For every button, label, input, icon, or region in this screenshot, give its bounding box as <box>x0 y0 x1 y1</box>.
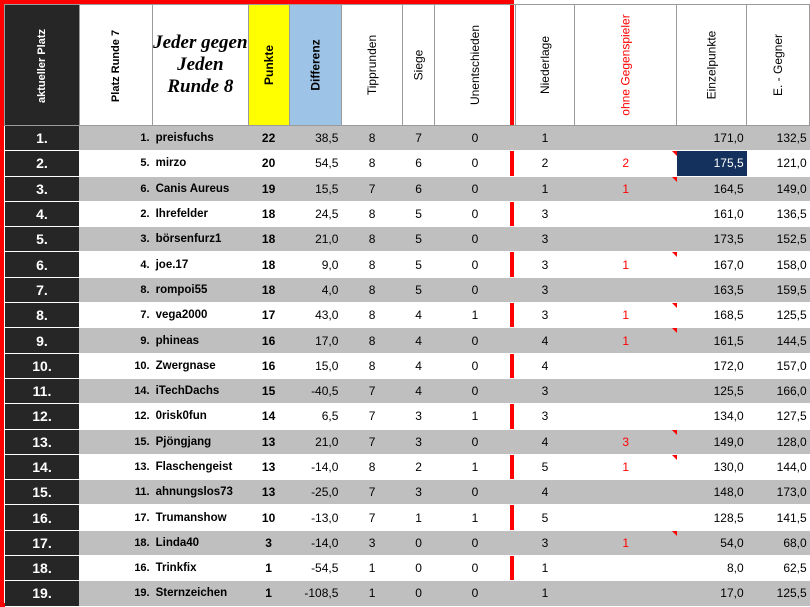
previous-rank-cell: 19. <box>79 581 152 606</box>
points-cell: 14 <box>248 404 289 429</box>
unentschieden-cell: 0 <box>434 176 515 201</box>
tipprunden-cell: 8 <box>341 227 402 252</box>
ohne-gegenspieler-cell <box>575 556 677 581</box>
einzelpunkte-cell: 125,5 <box>677 378 747 403</box>
header-einzelpunkte: Einzelpunkte <box>677 5 747 126</box>
niederlage-cell: 4 <box>515 429 574 454</box>
tipprunden-cell: 8 <box>341 252 402 277</box>
e-gegner-cell: 149,0 <box>747 176 810 201</box>
einzelpunkte-cell: 148,0 <box>677 480 747 505</box>
unentschieden-cell: 0 <box>434 353 515 378</box>
rank-cell: 18. <box>5 556 80 581</box>
player-name-cell: mirzo <box>153 151 248 176</box>
unentschieden-cell: 0 <box>434 277 515 302</box>
tipprunden-cell: 7 <box>341 378 402 403</box>
niederlage-cell: 3 <box>515 277 574 302</box>
unentschieden-cell: 0 <box>434 429 515 454</box>
player-name-cell: joe.17 <box>153 252 248 277</box>
niederlage-cell: 5 <box>515 505 574 530</box>
player-name-cell: rompoi55 <box>153 277 248 302</box>
tipprunden-cell: 8 <box>341 201 402 226</box>
rank-cell: 16. <box>5 505 80 530</box>
einzelpunkte-cell: 149,0 <box>677 429 747 454</box>
table-row <box>5 581 810 606</box>
rank-cell: 13. <box>5 429 80 454</box>
rank-cell: 17. <box>5 530 80 555</box>
previous-rank-cell: 1. <box>79 126 152 151</box>
previous-rank-cell: 2. <box>79 201 152 226</box>
points-cell: 1 <box>248 556 289 581</box>
player-name-cell: Trinkfix <box>153 556 248 581</box>
niederlage-cell: 3 <box>515 378 574 403</box>
ohne-gegenspieler-cell: 3 <box>575 429 677 454</box>
header-row <box>5 5 810 126</box>
niederlage-cell: 3 <box>515 303 574 328</box>
player-name-cell: Zwergnase <box>153 353 248 378</box>
ohne-gegenspieler-cell: 1 <box>575 252 677 277</box>
einzelpunkte-cell: 130,0 <box>677 454 747 479</box>
rank-cell: 8. <box>5 303 80 328</box>
table-row <box>5 227 810 252</box>
tipprunden-cell: 3 <box>341 530 402 555</box>
einzelpunkte-cell: 171,0 <box>677 126 747 151</box>
e-gegner-cell: 144,0 <box>747 454 810 479</box>
siege-cell: 3 <box>403 429 435 454</box>
einzelpunkte-cell: 172,0 <box>677 353 747 378</box>
e-gegner-cell: 62,5 <box>747 556 810 581</box>
niederlage-cell: 3 <box>515 201 574 226</box>
tipprunden-cell: 8 <box>341 328 402 353</box>
header-e-gegner: E. - Gegner <box>747 5 810 126</box>
player-name-cell: vega2000 <box>153 303 248 328</box>
rank-cell: 15. <box>5 480 80 505</box>
points-cell: 18 <box>248 227 289 252</box>
header-previous-rank: Platz Runde 7 <box>79 5 152 126</box>
e-gegner-cell: 144,5 <box>747 328 810 353</box>
table-body <box>5 126 810 607</box>
niederlage-cell: 4 <box>515 480 574 505</box>
einzelpunkte-cell: 54,0 <box>677 530 747 555</box>
table-row <box>5 530 810 555</box>
tipprunden-cell: 7 <box>341 404 402 429</box>
ohne-gegenspieler-cell <box>575 505 677 530</box>
difference-cell: -14,0 <box>289 530 341 555</box>
table-row <box>5 201 810 226</box>
siege-cell: 4 <box>403 303 435 328</box>
ohne-gegenspieler-cell: 1 <box>575 328 677 353</box>
siege-cell: 5 <box>403 252 435 277</box>
tipprunden-cell: 1 <box>341 581 402 606</box>
previous-rank-cell: 18. <box>79 530 152 555</box>
e-gegner-cell: 68,0 <box>747 530 810 555</box>
tipprunden-cell: 7 <box>341 480 402 505</box>
e-gegner-cell: 159,5 <box>747 277 810 302</box>
previous-rank-cell: 13. <box>79 454 152 479</box>
difference-cell: -54,5 <box>289 556 341 581</box>
tipprunden-cell: 7 <box>341 176 402 201</box>
niederlage-cell: 1 <box>515 581 574 606</box>
siege-cell: 4 <box>403 378 435 403</box>
table-row <box>5 404 810 429</box>
points-cell: 16 <box>248 328 289 353</box>
rank-cell: 5. <box>5 227 80 252</box>
tipprunden-cell: 7 <box>341 429 402 454</box>
e-gegner-cell: 166,0 <box>747 378 810 403</box>
unentschieden-cell: 0 <box>434 581 515 606</box>
e-gegner-cell: 136,5 <box>747 201 810 226</box>
table-row <box>5 556 810 581</box>
previous-rank-cell: 14. <box>79 378 152 403</box>
ohne-gegenspieler-cell <box>575 277 677 302</box>
siege-cell: 5 <box>403 201 435 226</box>
previous-rank-cell: 3. <box>79 227 152 252</box>
unentschieden-cell: 0 <box>434 328 515 353</box>
player-name-cell: Flaschengeist <box>153 454 248 479</box>
table-row <box>5 429 810 454</box>
ohne-gegenspieler-cell <box>575 227 677 252</box>
header-current-rank: aktueller Platz <box>5 5 80 126</box>
einzelpunkte-cell: 17,0 <box>677 581 747 606</box>
points-cell: 16 <box>248 353 289 378</box>
niederlage-cell: 4 <box>515 353 574 378</box>
rank-cell: 6. <box>5 252 80 277</box>
previous-rank-cell: 4. <box>79 252 152 277</box>
difference-cell: 15,5 <box>289 176 341 201</box>
e-gegner-cell: 157,0 <box>747 353 810 378</box>
tipprunden-cell: 7 <box>341 505 402 530</box>
points-cell: 13 <box>248 454 289 479</box>
table-row <box>5 277 810 302</box>
einzelpunkte-cell: 163,5 <box>677 277 747 302</box>
einzelpunkte-cell: 8,0 <box>677 556 747 581</box>
player-name-cell: preisfuchs <box>153 126 248 151</box>
niederlage-cell: 4 <box>515 328 574 353</box>
e-gegner-cell: 128,0 <box>747 429 810 454</box>
tipprunden-cell: 8 <box>341 353 402 378</box>
e-gegner-cell: 158,0 <box>747 252 810 277</box>
header-ohne-gegenspieler: ohne Gegenspieler <box>575 5 677 126</box>
rank-cell: 10. <box>5 353 80 378</box>
tipprunden-cell: 8 <box>341 454 402 479</box>
unentschieden-cell: 0 <box>434 126 515 151</box>
standings-table <box>4 4 810 607</box>
ohne-gegenspieler-cell <box>575 201 677 226</box>
table-title: Jeder gegen Jeden Runde 8 <box>153 5 248 126</box>
previous-rank-cell: 5. <box>79 151 152 176</box>
previous-rank-cell: 8. <box>79 277 152 302</box>
points-cell: 18 <box>248 277 289 302</box>
unentschieden-cell: 0 <box>434 151 515 176</box>
niederlage-cell: 3 <box>515 404 574 429</box>
player-name-cell: Ihrefelder <box>153 201 248 226</box>
difference-cell: 24,5 <box>289 201 341 226</box>
unentschieden-cell: 0 <box>434 252 515 277</box>
einzelpunkte-cell: 173,5 <box>677 227 747 252</box>
previous-rank-cell: 12. <box>79 404 152 429</box>
unentschieden-cell: 1 <box>434 505 515 530</box>
player-name-cell: 0risk0fun <box>153 404 248 429</box>
player-name-cell: Linda40 <box>153 530 248 555</box>
ohne-gegenspieler-cell: 1 <box>575 176 677 201</box>
points-cell: 18 <box>248 252 289 277</box>
einzelpunkte-cell: 164,5 <box>677 176 747 201</box>
difference-cell: -13,0 <box>289 505 341 530</box>
points-cell: 1 <box>248 581 289 606</box>
siege-cell: 3 <box>403 480 435 505</box>
rank-cell: 19. <box>5 581 80 606</box>
niederlage-cell: 3 <box>515 530 574 555</box>
table-row <box>5 303 810 328</box>
ohne-gegenspieler-cell <box>575 378 677 403</box>
siege-cell: 0 <box>403 556 435 581</box>
points-cell: 18 <box>248 201 289 226</box>
difference-cell: 17,0 <box>289 328 341 353</box>
rank-cell: 2. <box>5 151 80 176</box>
points-cell: 20 <box>248 151 289 176</box>
header-niederlage: Niederlage <box>515 5 574 126</box>
unentschieden-cell: 0 <box>434 556 515 581</box>
niederlage-cell: 3 <box>515 252 574 277</box>
difference-cell: -108,5 <box>289 581 341 606</box>
points-cell: 13 <box>248 429 289 454</box>
siege-cell: 6 <box>403 151 435 176</box>
ohne-gegenspieler-cell <box>575 480 677 505</box>
points-cell: 3 <box>248 530 289 555</box>
table-row <box>5 353 810 378</box>
points-cell: 17 <box>248 303 289 328</box>
ohne-gegenspieler-cell: 1 <box>575 303 677 328</box>
points-cell: 15 <box>248 378 289 403</box>
unentschieden-cell: 0 <box>434 480 515 505</box>
siege-cell: 0 <box>403 581 435 606</box>
siege-cell: 7 <box>403 126 435 151</box>
siege-cell: 2 <box>403 454 435 479</box>
standings-sheet <box>4 4 807 603</box>
previous-rank-cell: 6. <box>79 176 152 201</box>
siege-cell: 3 <box>403 404 435 429</box>
difference-cell: 15,0 <box>289 353 341 378</box>
rank-cell: 3. <box>5 176 80 201</box>
difference-cell: 4,0 <box>289 277 341 302</box>
unentschieden-cell: 0 <box>434 378 515 403</box>
points-cell: 13 <box>248 480 289 505</box>
unentschieden-cell: 0 <box>434 227 515 252</box>
e-gegner-cell: 173,0 <box>747 480 810 505</box>
previous-rank-cell: 10. <box>79 353 152 378</box>
siege-cell: 4 <box>403 328 435 353</box>
header-punkte: Punkte <box>248 5 289 126</box>
previous-rank-cell: 16. <box>79 556 152 581</box>
player-name-cell: Pjöngjang <box>153 429 248 454</box>
e-gegner-cell: 152,5 <box>747 227 810 252</box>
niederlage-cell: 5 <box>515 454 574 479</box>
previous-rank-cell: 15. <box>79 429 152 454</box>
points-cell: 19 <box>248 176 289 201</box>
difference-cell: 54,5 <box>289 151 341 176</box>
ohne-gegenspieler-cell <box>575 581 677 606</box>
previous-rank-cell: 11. <box>79 480 152 505</box>
table-row <box>5 176 810 201</box>
ohne-gegenspieler-cell: 1 <box>575 530 677 555</box>
difference-cell: 38,5 <box>289 126 341 151</box>
e-gegner-cell: 127,5 <box>747 404 810 429</box>
difference-cell: -40,5 <box>289 378 341 403</box>
player-name-cell: ahnungslos73 <box>153 480 248 505</box>
points-cell: 10 <box>248 505 289 530</box>
rank-cell: 12. <box>5 404 80 429</box>
einzelpunkte-cell: 161,0 <box>677 201 747 226</box>
tipprunden-cell: 1 <box>341 556 402 581</box>
niederlage-cell: 3 <box>515 227 574 252</box>
previous-rank-cell: 9. <box>79 328 152 353</box>
siege-cell: 5 <box>403 227 435 252</box>
ohne-gegenspieler-cell <box>575 404 677 429</box>
unentschieden-cell: 1 <box>434 454 515 479</box>
difference-cell: -25,0 <box>289 480 341 505</box>
table-row <box>5 480 810 505</box>
table-row <box>5 252 810 277</box>
tipprunden-cell: 8 <box>341 277 402 302</box>
player-name-cell: Canis Aureus <box>153 176 248 201</box>
rank-cell: 11. <box>5 378 80 403</box>
difference-cell: -14,0 <box>289 454 341 479</box>
difference-cell: 21,0 <box>289 227 341 252</box>
table-row <box>5 328 810 353</box>
previous-rank-cell: 7. <box>79 303 152 328</box>
einzelpunkte-cell: 167,0 <box>677 252 747 277</box>
table-row <box>5 505 810 530</box>
unentschieden-cell: 1 <box>434 303 515 328</box>
siege-cell: 0 <box>403 530 435 555</box>
table-row <box>5 151 810 176</box>
header-tipprunden: Tipprunden <box>341 5 402 126</box>
einzelpunkte-cell: 175,5 <box>677 151 747 176</box>
player-name-cell: iTechDachs <box>153 378 248 403</box>
header-siege: Siege <box>403 5 435 126</box>
difference-cell: 21,0 <box>289 429 341 454</box>
rank-cell: 9. <box>5 328 80 353</box>
rank-cell: 1. <box>5 126 80 151</box>
niederlage-cell: 1 <box>515 176 574 201</box>
table-row <box>5 454 810 479</box>
tipprunden-cell: 8 <box>341 303 402 328</box>
difference-cell: 43,0 <box>289 303 341 328</box>
siege-cell: 6 <box>403 176 435 201</box>
e-gegner-cell: 141,5 <box>747 505 810 530</box>
ohne-gegenspieler-cell: 1 <box>575 454 677 479</box>
einzelpunkte-cell: 128,5 <box>677 505 747 530</box>
ohne-gegenspieler-cell <box>575 126 677 151</box>
header-unentschieden: Unentschieden <box>434 5 515 126</box>
points-cell: 22 <box>248 126 289 151</box>
table-row <box>5 378 810 403</box>
e-gegner-cell: 125,5 <box>747 581 810 606</box>
ohne-gegenspieler-cell: 2 <box>575 151 677 176</box>
e-gegner-cell: 132,5 <box>747 126 810 151</box>
siege-cell: 1 <box>403 505 435 530</box>
einzelpunkte-cell: 161,5 <box>677 328 747 353</box>
tipprunden-cell: 8 <box>341 126 402 151</box>
rank-cell: 4. <box>5 201 80 226</box>
table-row <box>5 126 810 151</box>
niederlage-cell: 1 <box>515 126 574 151</box>
header-differenz: Differenz <box>289 5 341 126</box>
unentschieden-cell: 0 <box>434 530 515 555</box>
niederlage-cell: 1 <box>515 556 574 581</box>
tipprunden-cell: 8 <box>341 151 402 176</box>
unentschieden-cell: 1 <box>434 404 515 429</box>
unentschieden-cell: 0 <box>434 201 515 226</box>
rank-cell: 14. <box>5 454 80 479</box>
einzelpunkte-cell: 134,0 <box>677 404 747 429</box>
difference-cell: 6,5 <box>289 404 341 429</box>
siege-cell: 5 <box>403 277 435 302</box>
e-gegner-cell: 121,0 <box>747 151 810 176</box>
e-gegner-cell: 125,5 <box>747 303 810 328</box>
previous-rank-cell: 17. <box>79 505 152 530</box>
einzelpunkte-cell: 168,5 <box>677 303 747 328</box>
siege-cell: 4 <box>403 353 435 378</box>
player-name-cell: phineas <box>153 328 248 353</box>
difference-cell: 9,0 <box>289 252 341 277</box>
niederlage-cell: 2 <box>515 151 574 176</box>
rank-cell: 7. <box>5 277 80 302</box>
ohne-gegenspieler-cell <box>575 353 677 378</box>
player-name-cell: Sternzeichen <box>153 581 248 606</box>
player-name-cell: börsenfurz1 <box>153 227 248 252</box>
player-name-cell: Trumanshow <box>153 505 248 530</box>
